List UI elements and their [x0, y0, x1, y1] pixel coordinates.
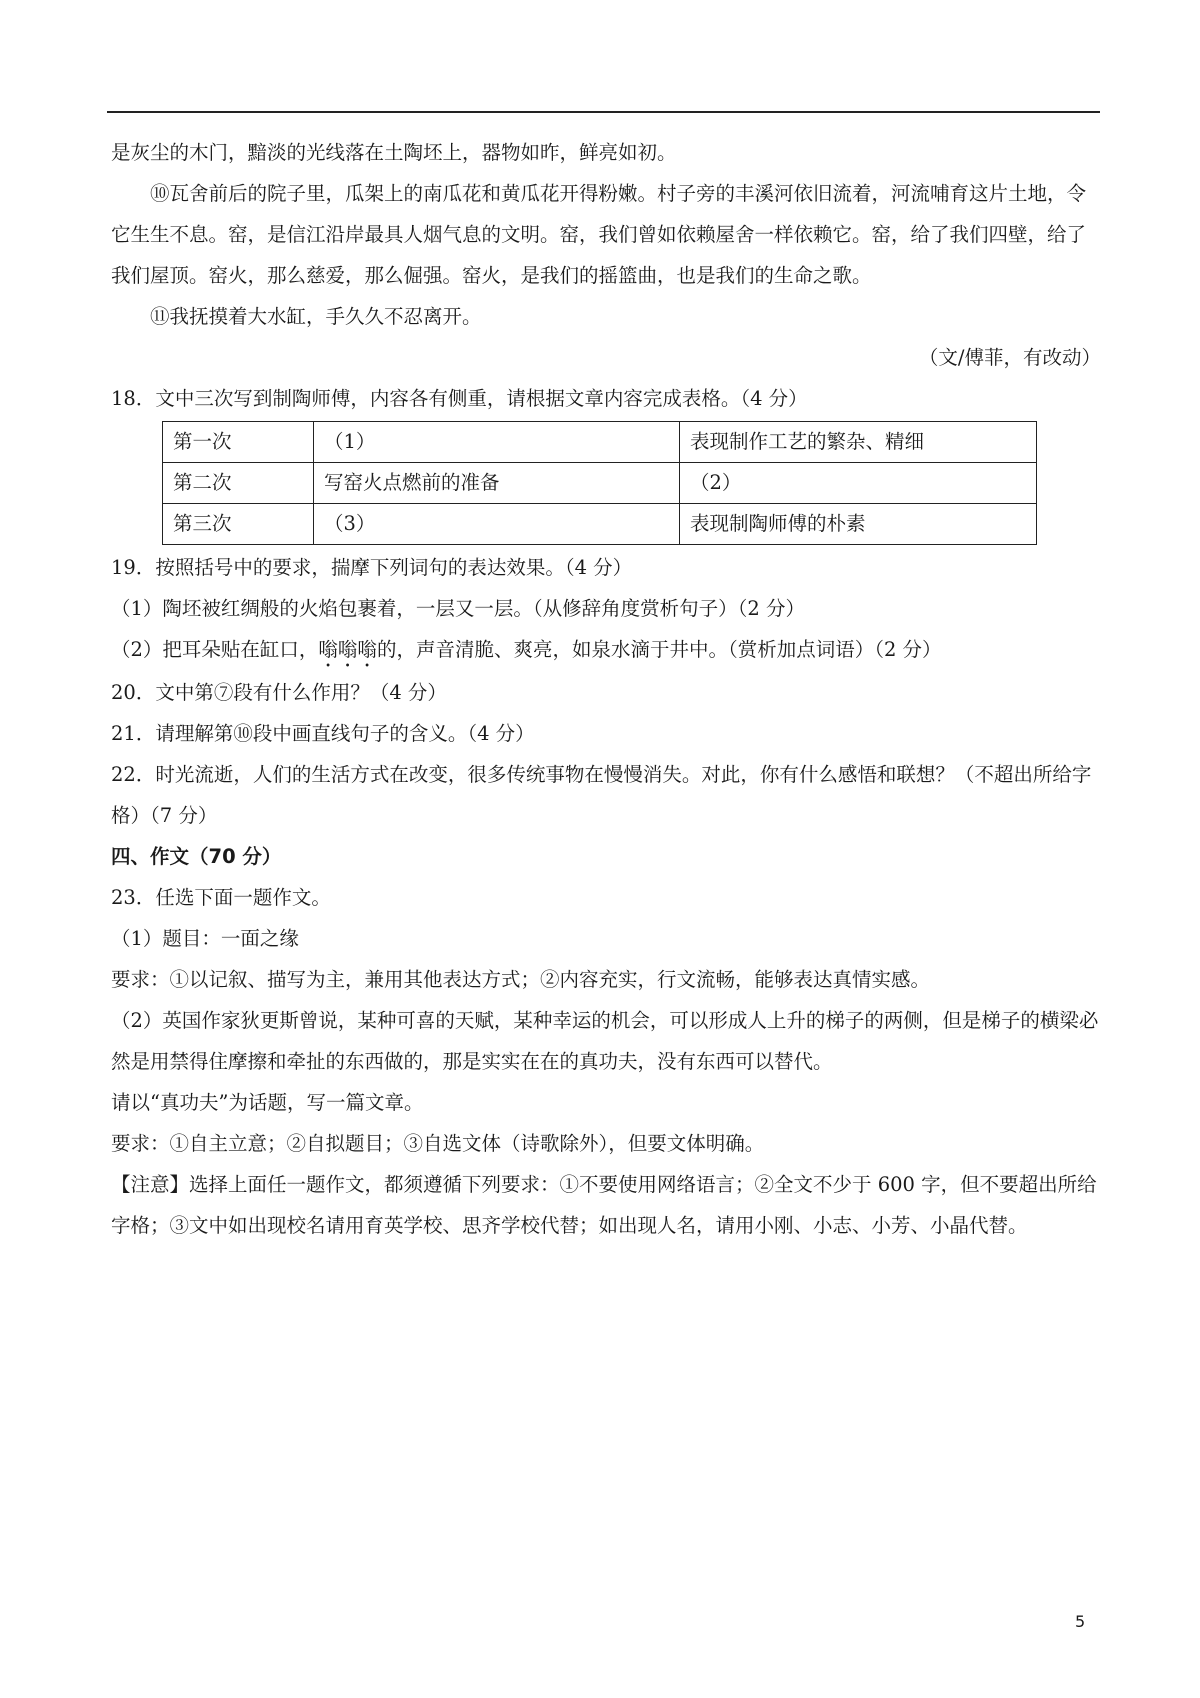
- question-21: 21．请理解第⑩段中画直线句子的含义。（4 分）: [111, 722, 535, 745]
- q19-2-after: 的，声音清脆、爽亮，如泉水滴于井中。（赏析加点词语）（2 分）: [376, 638, 942, 661]
- essay-option-2-text: （2）英国作家狄更斯曾说，某种可喜的天赋，某种幸运的机会，可以形成人上升的梯子的两侧，但是梯子的横梁必然是用禁得住摩擦和牵扯的东西做的，那是实实在在的真功夫，没有东西可以替代。: [111, 1009, 1099, 1073]
- header-rule: [107, 111, 1100, 113]
- q19-2-before: （2）把耳朵贴在缸口，: [111, 638, 319, 661]
- page-number: 5: [1075, 1612, 1086, 1631]
- passage-attribution: （文/傅菲，有改动）: [918, 346, 1101, 369]
- question-19-1: （1）陶坯被红绸般的火焰包裹着，一层又一层。（从修辞角度赏析句子）（2 分）: [111, 597, 806, 620]
- table-cell: 第二次: [163, 463, 314, 504]
- question-18-table: [162, 421, 1037, 545]
- question-20: 20．文中第⑦段有什么作用？（4 分）: [111, 681, 447, 704]
- passage-continued-line: 是灰尘的木门，黯淡的光线落在土陶坯上，器物如昨，鲜亮如初。: [111, 141, 677, 164]
- essay-note: 【注意】选择上面任一题作文，都须遵循下列要求：①不要使用网络语言；②全文不少于 600 字，但不要超出所给字格；③文中如出现校名请用育英学校、思齐学校代替；如出现人名，请用小刚、小志、小芳、小晶代替。: [111, 1173, 1097, 1237]
- essay-option-2-requirements: 要求：①自主立意；②自拟题目；③自选文体（诗歌除外），但要文体明确。: [111, 1132, 765, 1155]
- question-19: 19．按照括号中的要求，揣摩下列词句的表达效果。（4 分）: [111, 556, 633, 579]
- table-cell: 第一次: [163, 422, 314, 463]
- table-cell: （1）: [314, 422, 680, 463]
- essay-option-2-prompt: 请以“真功夫”为话题，写一篇文章。: [111, 1091, 424, 1114]
- question-22: 22．时光流逝，人们的生活方式在改变，很多传统事物在慢慢消失。对此，你有什么感悟和联想？（不超出所给字格）（7 分）: [111, 763, 1092, 827]
- page-content: [111, 132, 1101, 1246]
- dotted-words: 嗡嗡嗡: [318, 638, 377, 661]
- question-23: 23．任选下面一题作文。: [111, 886, 331, 909]
- essay-option-1-requirements: 要求：①以记叙、描写为主，兼用其他表达方式；②内容充实，行文流畅，能够表达真情实感。: [111, 968, 931, 991]
- table-cell: 表现制作工艺的繁杂、精细: [680, 422, 1037, 463]
- table-cell: 写窑火点燃前的准备: [314, 463, 680, 504]
- question-18: 18．文中三次写到制陶师傅，内容各有侧重，请根据文章内容完成表格。（4 分）: [111, 387, 808, 410]
- table-cell: 第三次: [163, 504, 314, 545]
- table-row: [163, 422, 1037, 463]
- table-row: [163, 504, 1037, 545]
- essay-option-1-title: （1）题目：一面之缘: [111, 927, 299, 950]
- table-row: [163, 463, 1037, 504]
- section-4-heading: 四、作文（70 分）: [111, 845, 282, 868]
- table-cell: （2）: [680, 463, 1037, 504]
- table-cell: （3）: [314, 504, 680, 545]
- passage-paragraph-11: ⑪我抚摸着大水缸，手久久不忍离开。: [150, 305, 482, 328]
- question-19-2: [111, 629, 1101, 672]
- table-cell: 表现制陶师傅的朴素: [680, 504, 1037, 545]
- passage-paragraph-10: ⑩瓦舍前后的院子里，瓜架上的南瓜花和黄瓜花开得粉嫩。村子旁的丰溪河依旧流着，河流哺育这片土地，令它生生不息。窑，是信江沿岸最具人烟气息的文明。窑，我们曾如依赖屋舍一样依赖它。窑，给了我们四壁，给了我们屋顶。窑火，那么慈爱，那么倔强。窑火，是我们的摇篮曲，也是我们的生命之歌。: [111, 182, 1087, 287]
